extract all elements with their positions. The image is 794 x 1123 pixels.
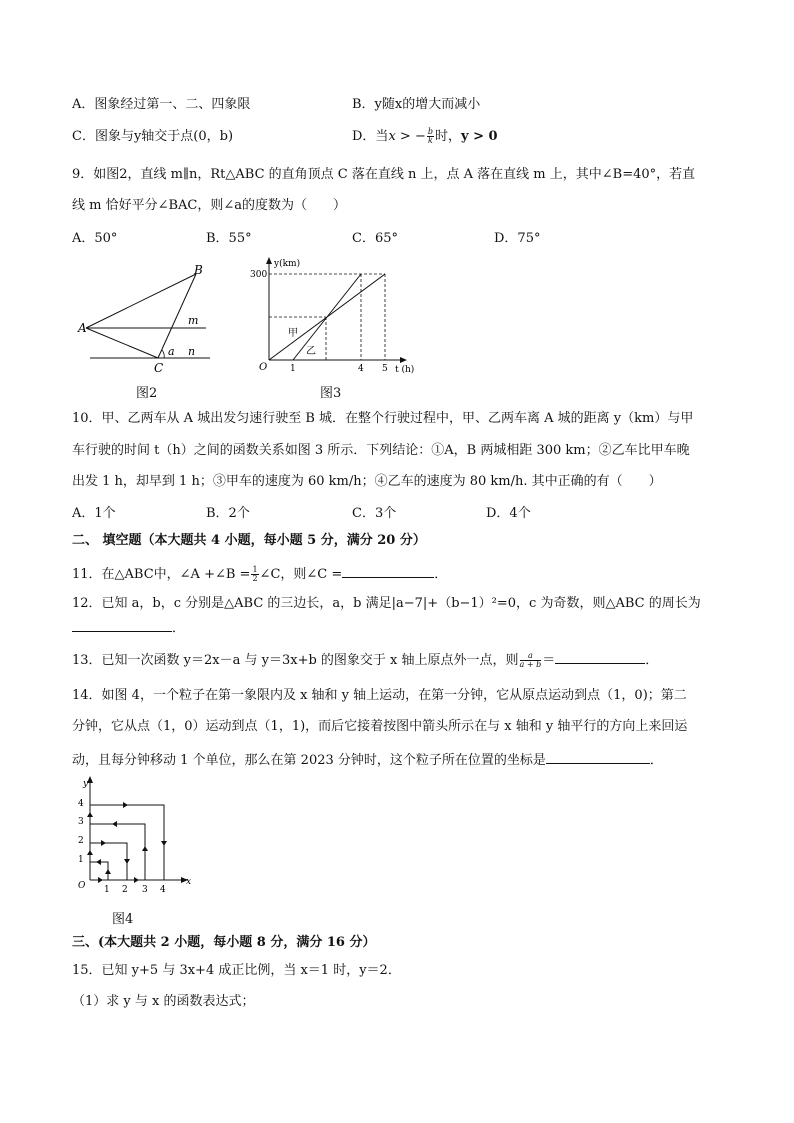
label-a: A: [78, 321, 87, 335]
y-axis-label: y(km): [274, 259, 301, 269]
y-tick-1: 1: [78, 855, 84, 865]
q8-option-b: B．y随x的增大而减小: [352, 97, 481, 112]
y-axis-arrow: [266, 257, 272, 264]
origin-label: O: [259, 362, 268, 373]
y-tick-3: 3: [78, 817, 84, 827]
q13-text: 13．已知一次函数 y＝2x－a 与 y＝3x+b 的图象交于 x 轴上原点外一点，则: [72, 653, 519, 668]
section-3-heading: 三、(本大题共 2 小题，每小题 8 分，满分 16 分）: [72, 935, 376, 950]
q8-option-d-tail: y > 0: [460, 129, 498, 144]
q9-option-b: B．55°: [206, 231, 252, 246]
y-tick-300: 300: [250, 270, 268, 280]
x-axis-label: t (h): [395, 365, 415, 375]
q13-eq: ＝: [542, 653, 556, 668]
origin-label: O: [78, 881, 86, 891]
segment-ab: [86, 274, 199, 328]
q12-answer-blank[interactable]: [72, 618, 172, 632]
label-b: B: [194, 263, 203, 277]
q13-fraction: $\frac{a}{a + b}$: [519, 651, 542, 669]
label-jia: 甲: [288, 328, 298, 339]
q14-line-3-text: 动，且每分钟移动 1 个单位，那么在第 2023 分钟时，这个粒子所在位置的坐标是: [72, 753, 546, 768]
q15-line-1: 15．已知 y+5 与 3x+4 成正比例，当 x＝1 时，y＝2．: [72, 963, 401, 978]
q12-line-1: 12．已知 a，b，c 分别是△ABC 的三边长，a，b 满足|a−7|+（b−1）²=0，c 为奇数，则△ABC 的周长为: [72, 596, 701, 611]
x-tick-5: 5: [382, 364, 388, 374]
q11-post: ∠C，则∠C =: [259, 567, 343, 582]
q12-line-2: [72, 618, 185, 638]
q10-option-b: B．2个: [206, 506, 250, 521]
q8-option-a: A．图象经过第一、二、四象限: [72, 97, 251, 112]
label-c: C: [154, 361, 164, 375]
q8-option-d: D．当x > − $\frac{b}{k}$ 时，y > 0: [352, 127, 498, 145]
label-m: m: [188, 314, 199, 327]
q11-fraction: $\frac{1}{2}$: [252, 565, 258, 583]
x-tick-1: 1: [290, 364, 296, 374]
label-alpha: a: [168, 345, 175, 358]
x-axis-arrow: [400, 357, 407, 363]
q13-answer-blank[interactable]: [555, 650, 645, 664]
y-tick-2: 2: [78, 836, 84, 846]
label-n: n: [188, 345, 196, 358]
figure-3: [248, 256, 426, 380]
x-tick-4: 4: [358, 364, 364, 374]
figure-4: [72, 774, 196, 898]
q8-option-d-mid: 时，: [434, 129, 461, 144]
q9-option-a: A．50°: [72, 231, 118, 246]
line-yi: [293, 274, 361, 360]
figure-2: [70, 262, 220, 375]
q14-answer-blank[interactable]: [546, 750, 650, 764]
q14-line-3: [72, 750, 663, 770]
q14-line-2: 分钟，它从点（1，0）运动到点（1，1)，而后它接着按图中箭头所示在与 x 轴和 y 轴平行的方向上来回运: [72, 719, 688, 734]
q8-option-c: C．图象与y轴交于点(0，b): [72, 129, 234, 144]
q13-end: ．: [645, 653, 659, 668]
q11-answer-blank[interactable]: [342, 564, 434, 578]
q9-option-d: D．75°: [494, 231, 541, 246]
q10-option-d: D．4个: [486, 506, 531, 521]
x-tick-1: 1: [104, 885, 110, 895]
angle-alpha-arc: [162, 350, 164, 358]
q12-end: ．: [172, 621, 186, 636]
label-yi: 乙: [306, 346, 316, 357]
x-axis-label: x: [186, 877, 192, 887]
q9-option-c: C．65°: [352, 231, 398, 246]
q11-end: ．: [434, 567, 448, 582]
q15-sub-1: （1）求 y 与 x 的函数表达式；: [72, 994, 255, 1009]
q8-option-d-prefix: D．当: [352, 129, 389, 144]
q11-pre: 11．在△ABC中，∠A +∠B =: [72, 567, 251, 582]
x-tick-2: 2: [122, 885, 128, 895]
y-axis-label: y: [83, 779, 89, 789]
q14-line-1: 14．如图 4，一个粒子在第一象限内及 x 轴和 y 轴上运动，在第一分钟，它从原点运动到点（1，0)；第二: [72, 688, 687, 703]
segment-ac: [86, 328, 158, 358]
x-tick-3: 3: [142, 885, 148, 895]
q10-line-1: 10．甲、乙两车从 A 城出发匀速行驶至 B 城．在整个行驶过程中，甲、乙两车离 A 城的距离 y（km）与甲: [72, 411, 694, 426]
q8-d-fraction: $\frac{b}{k}$: [427, 127, 433, 145]
q11: [72, 564, 447, 584]
q9-line-1: 9．如图2，直线 m∥n，Rt△ABC 的直角顶点 C 落在直线 n 上，点 A 落在直线 m 上，其中∠B=40°，若直: [72, 167, 696, 182]
q13: [72, 650, 658, 670]
figure-4-caption: 图4: [112, 912, 134, 927]
q9-line-2: 线 m 恰好平分∠BAC，则∠a的度数为（ ）: [72, 198, 347, 213]
x-tick-4: 4: [160, 885, 166, 895]
q14-end: ．: [649, 753, 663, 768]
q10-option-a: A．1个: [72, 506, 116, 521]
q10-line-3: 出发 1 h，却早到 1 h；③甲车的速度为 60 km/h；④乙车的速度为 80 km/h. 其中正确的有（ ）: [72, 474, 662, 489]
q10-option-c: C．3个: [352, 506, 397, 521]
y-tick-4: 4: [78, 799, 84, 809]
figure-3-caption: 图3: [320, 386, 342, 401]
section-2-heading: 二、 填空题（本大题共 4 小题，每小题 5 分，满分 20 分）: [72, 533, 426, 548]
figure-2-caption: 图2: [136, 386, 158, 401]
q10-line-2: 车行驶的时间 t（h）之间的函数关系如图 3 所示．下列结论：①A，B 两城相距 300 km；②乙车比甲车晚: [72, 443, 690, 458]
